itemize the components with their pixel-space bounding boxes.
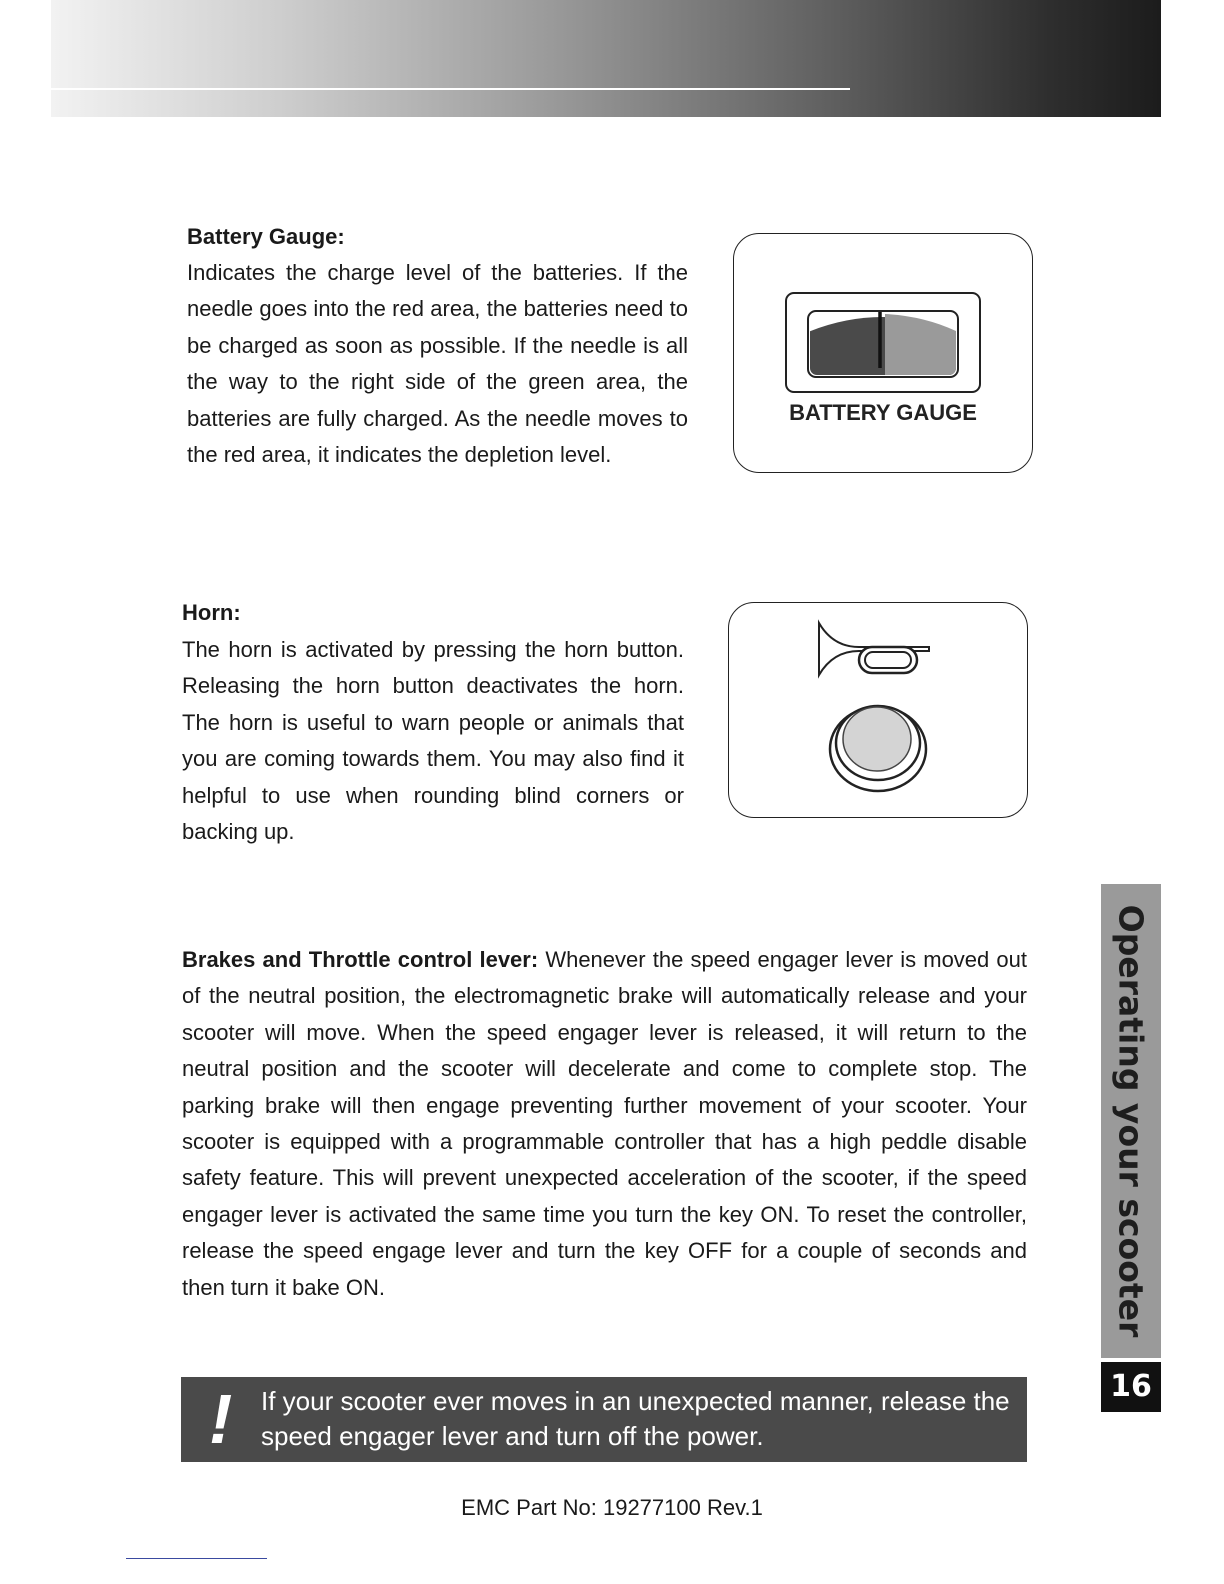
horn-heading: Horn: — [182, 600, 241, 625]
battery-gauge-icon — [785, 292, 981, 393]
header-rule — [51, 88, 850, 90]
horn-button-icon — [729, 603, 1027, 817]
brakes-throttle-description: Whenever the speed engager lever is moved out of the neutral position, the electromagnetic brake will automatically release and your scooter will move. When the speed engager lever is released, it will return to the neutral position and the scooter will decelerate and come to complete stop. The parking brake will then engage preventing further movement of your scooter. Your scooter is equipped with a programmable controller that has a high peddle disable safety feature. This will prevent unexpected acceleration of the scooter, if the speed engager lever is activated the same time you turn the key ON. To reset the controller, release the speed engage lever and turn the key OFF for a couple of seconds and then turn it bake ON. — [182, 947, 1027, 1300]
chapter-tab-label: Operating your scooter — [1111, 904, 1151, 1338]
battery-gauge-description: Indicates the charge level of the batteries. If the needle goes into the red area, the batteries need to be charged as soon as possible. If the needle is all the way to the right side of the green area, the batteries are fully charged. As the needle moves to the red area, it indicates the depletion level. — [187, 260, 688, 468]
footer-rule — [126, 1558, 267, 1559]
battery-gauge-heading: Battery Gauge: — [187, 224, 345, 249]
exclamation-icon: ! — [209, 1380, 233, 1458]
footer-part-number: EMC Part No: 19277100 Rev.1 — [461, 1495, 763, 1520]
header-band — [51, 0, 1161, 117]
battery-gauge-label: BATTERY GAUGE — [789, 400, 977, 425]
horn-illustration — [728, 602, 1028, 818]
horn-description: The horn is activated by pressing the horn button. Releasing the horn button deactivates the horn. The horn is useful to warn people or animals that you are coming towards them. You may also find it helpful to use when rounding blind corners or backing up. — [182, 637, 684, 845]
brakes-throttle-paragraph — [182, 942, 1027, 1306]
battery-gauge-frame — [785, 292, 981, 393]
brakes-throttle-heading: Brakes and Throttle control lever: — [182, 947, 539, 972]
page-number: 16 — [1101, 1362, 1161, 1412]
warning-box — [181, 1377, 1027, 1462]
chapter-tab — [1101, 884, 1161, 1358]
battery-gauge-illustration — [733, 233, 1033, 473]
warning-text: If your scooter ever moves in an unexpected manner, release the speed engager lever and turn off the power. — [261, 1386, 1010, 1451]
